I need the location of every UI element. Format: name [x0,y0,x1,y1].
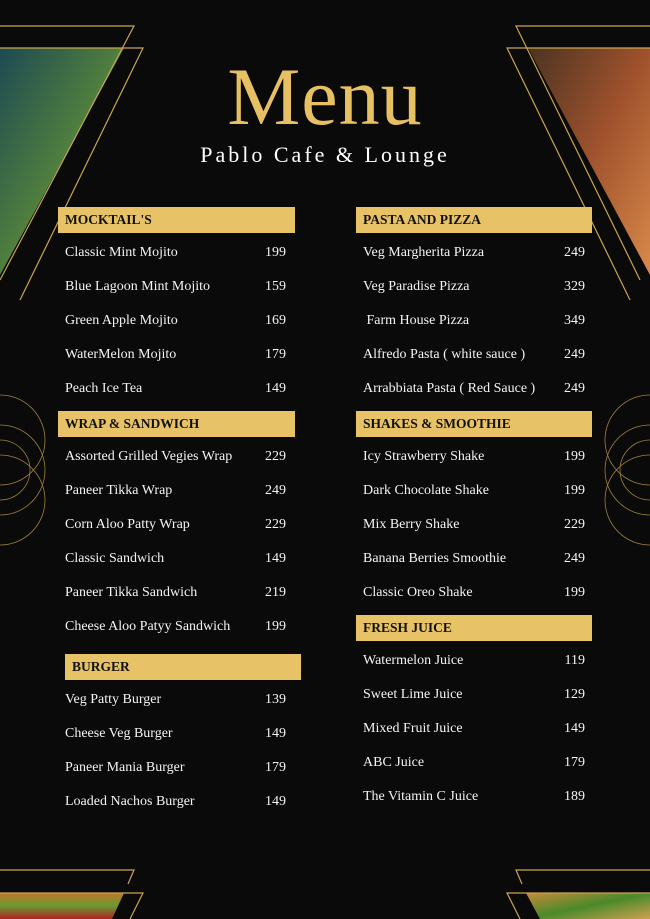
item-price: 189 [564,789,585,804]
menu-item [58,508,295,542]
menu-item [356,372,592,406]
item-price: 149 [265,726,286,741]
section-header: SHAKES & SMOOTHIE [356,411,592,437]
menu-item [356,576,592,610]
menu-item [58,440,295,474]
item-price: 229 [265,517,286,532]
item-name: Dark Chocolate Shake [363,483,489,498]
menu-item [356,712,592,746]
left-ornament [0,395,45,545]
item-name: Banana Berries Smoothie [363,551,507,566]
item-name: ABC Juice [363,755,425,770]
item-price: 129 [564,687,585,702]
item-list [65,683,301,819]
menu-item [356,542,592,576]
item-name: Mix Berry Shake [363,517,460,532]
item-name: Arrabbiata Pasta ( Red Sauce ) [363,381,536,396]
item-name: Alfredo Pasta ( white sauce ) [363,347,526,362]
item-name: Watermelon Juice [363,653,464,668]
menu-item [356,236,592,270]
item-price: 179 [564,755,585,770]
menu-item [65,751,301,785]
section-header: MOCKTAIL'S [58,207,295,233]
menu-item [58,576,295,610]
item-name: Veg Patty Burger [65,692,162,707]
item-list [356,440,592,610]
item-price: 229 [564,517,585,532]
section-header: WRAP & SANDWICH [58,411,295,437]
section-header: PASTA AND PIZZA [356,207,592,233]
item-price: 199 [265,245,286,260]
item-name: Paneer Mania Burger [65,760,185,775]
item-name: Corn Aloo Patty Wrap [65,517,190,532]
menu-item [356,474,592,508]
item-price: 229 [265,449,286,464]
item-price: 179 [265,760,286,775]
menu-item [356,304,592,338]
item-name: Peach Ice Tea [65,381,143,396]
item-price: 219 [265,585,286,600]
section-header: BURGER [65,654,301,680]
item-name: Cheese Aloo Patyy Sandwich [65,619,231,634]
item-name: Farm House Pizza [363,313,470,328]
menu-item [58,338,295,372]
item-price: 249 [564,347,585,362]
right-ornament [605,395,650,545]
item-price: 159 [265,279,286,294]
cafe-name: Pablo Cafe & Lounge [200,142,450,167]
menu-item [58,542,295,576]
menu-item [58,270,295,304]
menu-item [356,644,592,678]
menu-item [58,372,295,406]
section-header: FRESH JUICE [356,615,592,641]
menu-item [356,338,592,372]
item-price: 169 [265,313,286,328]
menu-title: Menu [227,51,423,142]
item-name: Icy Strawberry Shake [363,449,485,464]
item-price: 249 [564,551,585,566]
item-name: Cheese Veg Burger [65,726,173,741]
item-price: 249 [564,381,585,396]
item-name: Veg Paradise Pizza [363,279,470,294]
menu-section-wrap [58,411,295,644]
menu-item [356,270,592,304]
item-name: Mixed Fruit Juice [363,721,463,736]
menu-section-shakes [356,411,592,610]
item-list [58,236,295,406]
item-price: 249 [265,483,286,498]
menu-item [65,683,301,717]
menu-item [65,717,301,751]
item-name: WaterMelon Mojito [65,347,177,362]
item-name: Assorted Grilled Vegies Wrap [65,449,233,464]
menu-item [356,746,592,780]
menu-item [356,440,592,474]
menu-item [65,785,301,819]
item-price: 119 [564,653,585,668]
item-list [58,440,295,644]
item-name: Classic Sandwich [65,551,165,566]
item-price: 139 [265,692,286,707]
item-price: 199 [564,483,585,498]
salad-photo [507,870,650,919]
menu-item [58,610,295,644]
burger-photo [0,870,143,919]
item-name: Classic Mint Mojito [65,245,178,260]
item-name: The Vitamin C Juice [363,789,479,804]
item-price: 329 [564,279,585,294]
item-list [356,644,592,814]
item-name: Classic Oreo Shake [363,585,473,600]
item-name: Blue Lagoon Mint Mojito [65,279,211,294]
menu-section-juice [356,615,592,814]
item-price: 199 [265,619,286,634]
item-price: 199 [564,449,585,464]
item-name: Sweet Lime Juice [363,687,463,702]
item-price: 149 [265,794,286,809]
menu-item [356,678,592,712]
item-name: Green Apple Mojito [65,313,178,328]
item-price: 149 [265,381,286,396]
menu-item [356,508,592,542]
item-price: 149 [564,721,585,736]
item-name: Paneer Tikka Sandwich [65,585,198,600]
menu-section-mocktails [58,207,295,406]
menu-item [58,236,295,270]
item-price: 149 [265,551,286,566]
menu-item [356,780,592,814]
item-price: 349 [564,313,585,328]
menu-section-burger [65,654,301,819]
item-price: 249 [564,245,585,260]
item-name: Loaded Nachos Burger [65,794,195,809]
item-price: 199 [564,585,585,600]
item-name: Paneer Tikka Wrap [65,483,173,498]
item-price: 179 [265,347,286,362]
menu-section-pasta [356,207,592,406]
menu-item [58,304,295,338]
item-name: Veg Margherita Pizza [363,245,485,260]
item-list [356,236,592,406]
menu-item [58,474,295,508]
